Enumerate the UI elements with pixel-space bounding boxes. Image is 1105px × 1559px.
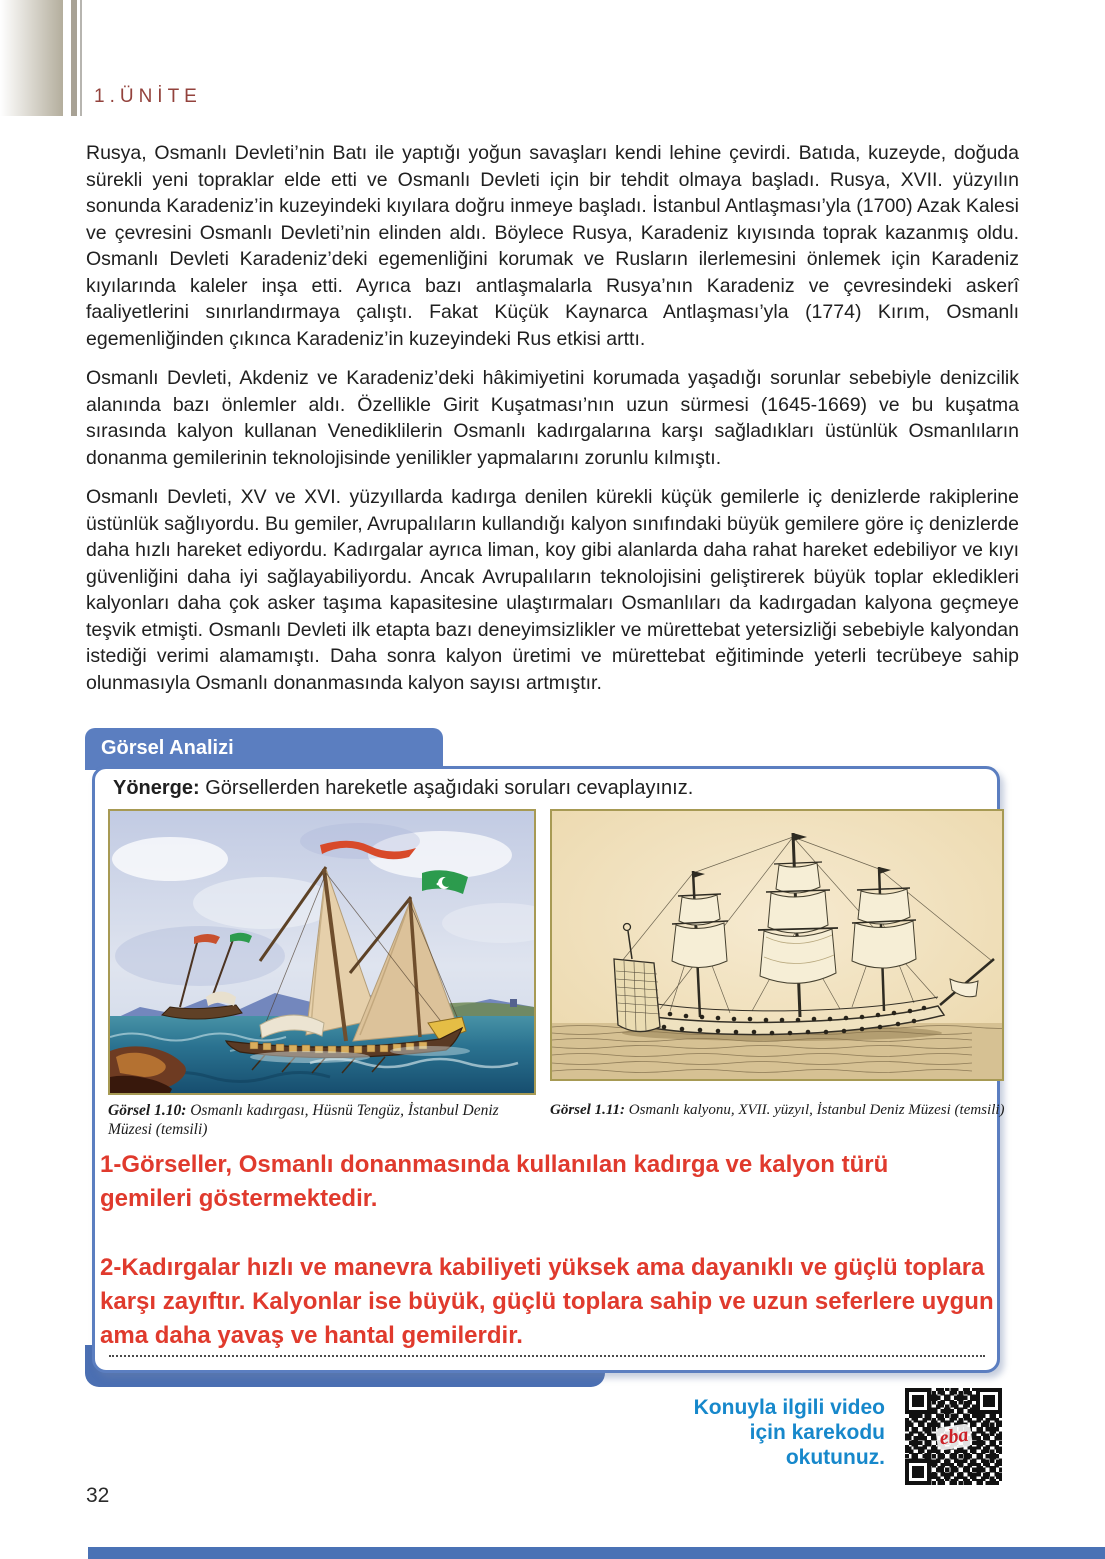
paragraph-galley-galleon: Osmanlı Devleti, XV ve XVI. yüzyıllarda kadırga denilen kürekli küçük gemilerle iç denizlerde rakiplerine üstünlük sağlıyordu. Bu gemiler, Avrupalıların kullandığı kalyon sınıfındaki büyük gemilere göre iç denizlerde daha hızlı hareket ediyordu. Kadırgalar ayrıca liman, koy gibi alanlarda daha rahat hareket edebiliyor ve kıyı güvenliğini daha iyi sağlayabiliyordu. Ancak Avrupalıların teknolojisini geliştirerek büyük toplar ekledikleri kalyonları daha çok asker taşıma kapasitesine ulaştırmaları Osmanlıları da kadırgadan kalyona geçmeye teşvik etmişti. Osmanlı Devleti ilk etapta bazı deneyimsizlikler ve mürettebat yetersizliği sebebiyle kalyondan istediği verimi alamamıştı. Daha sonra kalyon üretimi ve mürettebat eğitiminde yeterli tecrübeye sahip olunmasıyla Osmanlı donanmasında kalyon sayısı artmıştır. — [86, 486, 1019, 694]
paragraph-russia: Rusya, Osmanlı Devleti’nin Batı ile yaptığı yoğun savaşları kendi lehine çevirdi. Batıda, kuzeyde, doğuda sürekli yeni topraklar elde etti ve Osmanlı Devleti için bir tehdit olmaya başladı. Rusya, XVII. yüzyılın sonunda Karadeniz’in kuzeyindeki kıyılara doğru inmeye başladı. İstanbul Antlaşması’yla (1700) Azak Kalesi ve çevresini Osmanlı Devleti’nin elinden aldı. Böylece Rusya, Karadeniz kıyısında toprak kazanmış oldu. Osmanlı Devleti Karadeniz’deki egemenliğini korumak ve Rusların ilerlemesini önlemek için Karadeniz kıyılarında kaleler inşa etti. Ayrıca bazı antlaşmalarla Rusya’nın Karadeniz ve çevresindeki askerî faaliyetlerini sınırlandırmaya çalıştı. Fakat Küçük Kaynarca Antlaşması’yla (1774) Kırım, Osmanlı egemenliğinden çıkınca Karadeniz’in kuzeyindeki Rus etkisi arttı. — [86, 142, 1019, 350]
caption-kadirga-text: Osmanlı kadırgası, Hüsnü Tengüz, İstanbul Deniz Müzesi (temsili) — [108, 1102, 499, 1138]
paragraph-navy-measures: Osmanlı Devleti, Akdeniz ve Karadeniz’deki hâkimiyetini korumada yaşadığı sorunlar sebebiyle denizcilik alanında bazı önlemler aldı. Özellikle Girit Kuşatması’nın uzun sürmesi (1645-1669) ve bu kuşatma sırasında kalyon kullanan Venediklilerin Osmanlı kadırgalarına karşı sağladıkları üstünlük Osmanlıların donanma gemilerinin teknolojisinde yenilikler yapmalarını zorunlu kılmıştı. — [86, 367, 1019, 469]
qr-finder-icon — [905, 1388, 931, 1414]
visual-analysis-box — [92, 766, 1005, 1373]
body-text — [86, 140, 1019, 709]
figure-row — [108, 809, 1005, 1139]
caption-kalyon-text: Osmanlı kalyonu, XVII. yüzyıl, İstanbul Deniz Müzesi (temsili) — [625, 1102, 1005, 1118]
qr-code — [905, 1388, 1002, 1485]
header-divider-line — [71, 0, 77, 116]
eba-logo: eba — [935, 1423, 973, 1451]
video-note-line-3: okutunuz. — [785, 1446, 885, 1469]
corner-gradient-decoration — [0, 0, 63, 116]
page-number: 32 — [86, 1484, 110, 1507]
directive-label: Yönerge: — [113, 777, 200, 799]
qr-finder-icon — [905, 1459, 931, 1485]
figure-kadirga — [108, 809, 536, 1139]
video-note-line-2: için karekodu — [749, 1421, 885, 1444]
qr-finder-icon — [976, 1388, 1002, 1414]
caption-kalyon-label: Görsel 1.11: — [550, 1102, 625, 1118]
caption-kadirga-label: Görsel 1.10: — [108, 1102, 187, 1119]
unit-heading: 1.ÜNİTE — [94, 86, 202, 107]
visual-analysis-tab: Görsel Analizi — [85, 728, 443, 770]
handwritten-answer-2: 2-Kadırgalar hızlı ve manevra kabiliyeti yüksek ama dayanıklı ve güçlü toplara karşı zayıftır. Kalyonlar ise büyük, güçlü toplara sahip ve uzun seferlere uygun ama daha yavaş ve hantal gemilerdir. — [100, 1254, 994, 1349]
footer-bar — [88, 1547, 1105, 1559]
caption-kalyon — [550, 1101, 1005, 1120]
directive-line — [113, 777, 693, 800]
handwritten-answer-1: 1-Görseller, Osmanlı donanmasında kullanılan kadırga ve kalyon türü gemileri göstermektedir. — [100, 1151, 889, 1212]
answer-dotted-line — [109, 1355, 985, 1357]
kadirga-painting — [108, 809, 536, 1095]
caption-kadirga — [108, 1101, 532, 1139]
directive-text: Görsellerden hareketle aşağıdaki soruları cevaplayınız. — [199, 777, 694, 799]
header-divider-thin-line — [80, 0, 82, 116]
video-note-line-1: Konuyla ilgili video — [693, 1396, 885, 1419]
kalyon-engraving — [550, 809, 1004, 1081]
figure-kalyon — [550, 809, 1005, 1139]
video-qr-note — [694, 1395, 885, 1470]
